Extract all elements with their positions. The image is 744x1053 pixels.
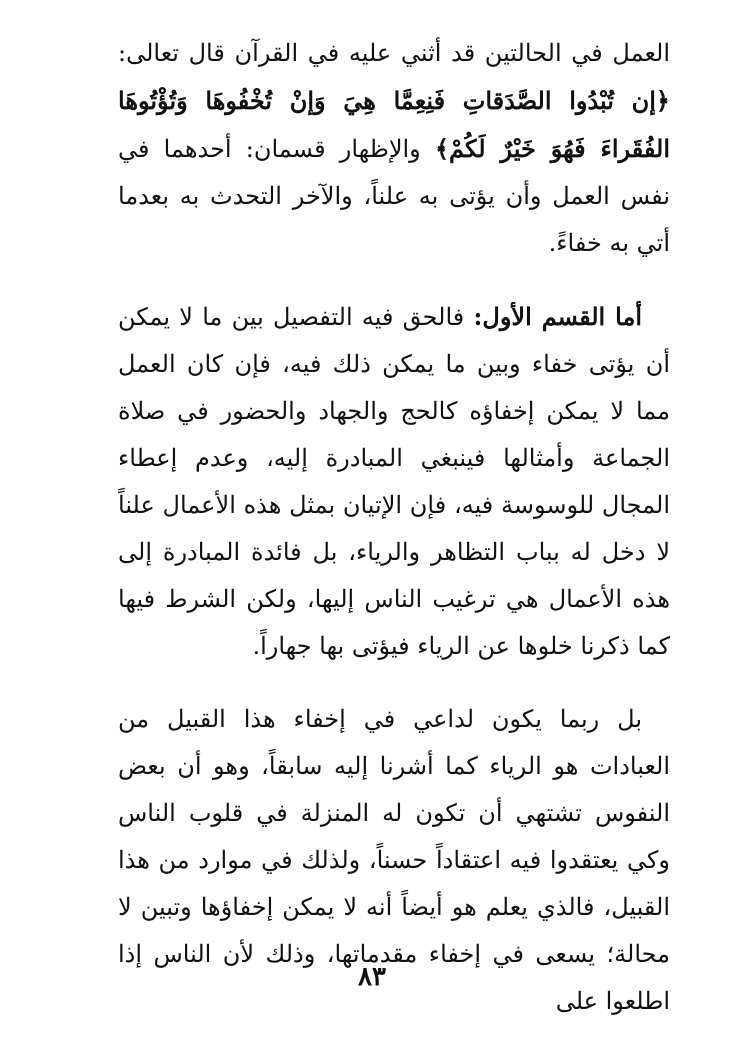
paragraph-1-rest: والإظهار قسمان: أحدهما في نفس العمل وأن يؤتى به علناً، والآخر التحدث به بعدما أتي به خفاءً. — [118, 135, 670, 257]
paragraph-2-rest: فالحق فيه التفصيل بين ما لا يمكن أن يؤتى خفاء وبين ما يمكن ذلك فيه، فإن كان العمل مما لا يمكن إخفاؤه كالحج والجهاد والحضور في صلاة الجماعة وأمثالها فينبغي المبادرة إليه، وعدم إعطاء المجال للوسوسة فيه، فإن الإتيان بمثل هذه الأعمال علناً لا دخل له بباب التظاهر والرياء، بل فائدة المبادرة إلى هذه الأعمال هي ترغيب الناس إليها، ولكن الشرط فيها كما ذكرنا خلوها عن الرياء فيؤتى بها جهاراً. — [118, 303, 670, 660]
paragraph-3-text: بل ربما يكون لداعي في إخفاء هذا القبيل من العبادات هو الرياء كما أشرنا إليه سابقاً، وهو أن بعض النفوس تشتهي أن تكون له المنزلة في قلوب الناس وكي يعتقدوا فيه اعتقاداً حسناً، ولذلك في موارد من هذا القبيل، فالذي يعلم هو أيضاً أنه لا يمكن إخفاؤها وتبين لا محالة؛ يسعى في إخفاء مقدماتها، وذلك لأن الناس إذا اطلعوا على — [118, 705, 670, 1015]
section-heading-first-part: أما القسم الأول: — [473, 302, 643, 331]
quran-verse: ﴿إن تُبْدُوا الصَّدَقاتِ فَنِعِمَّا هِيَ وَإنْ تُخْفُوهَا وَتُؤْتُوهَا الفُقَراءَ فَهُوَ خَيْرٌ لَكُمْ﴾ — [118, 86, 670, 163]
page-number: ٨٣ — [358, 962, 386, 992]
paragraph-1-intro: العمل في الحالتين قد أثني عليه في القرآن قال تعالى: — [118, 39, 670, 67]
paragraph-1 — [118, 30, 670, 267]
paragraph-2 — [118, 293, 670, 670]
page-body — [118, 30, 670, 1025]
